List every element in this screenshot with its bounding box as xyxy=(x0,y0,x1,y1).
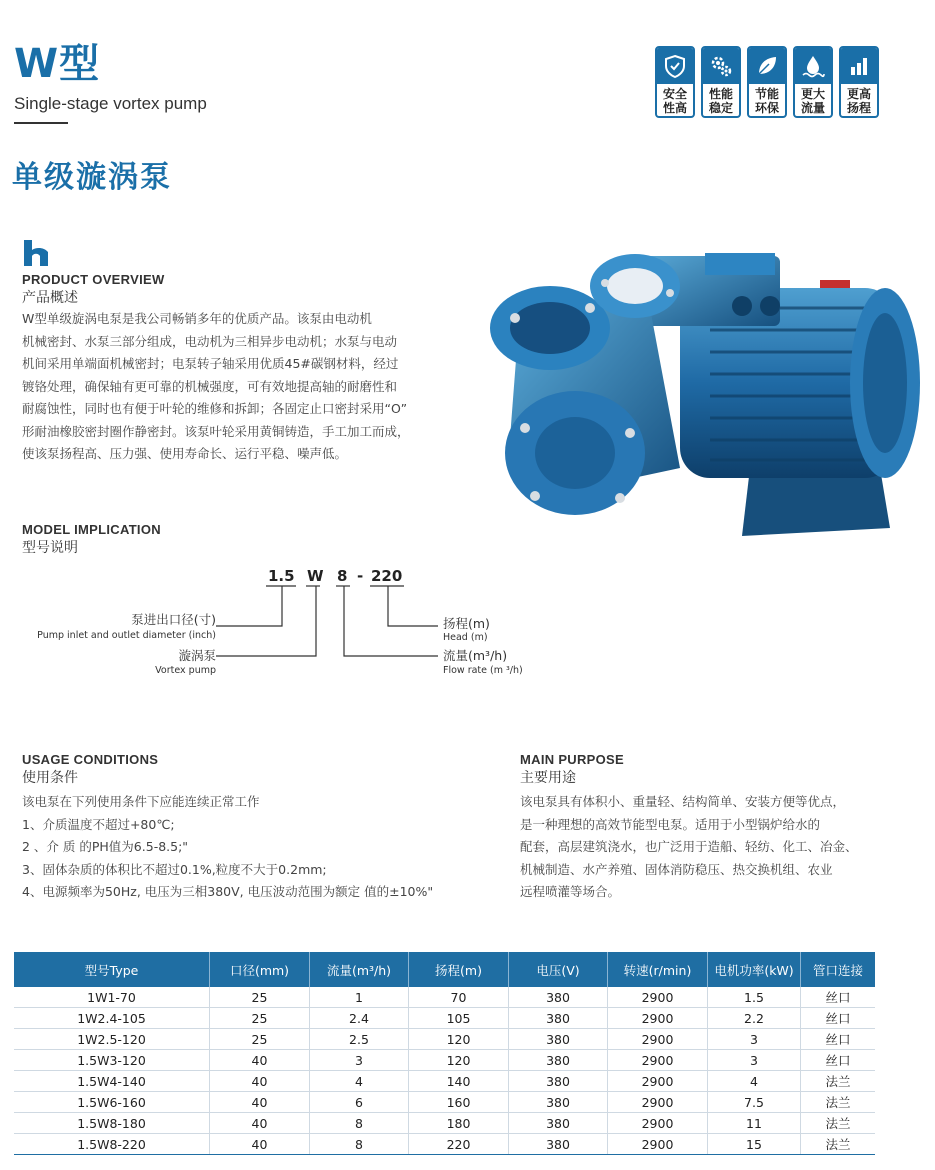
flow-label-en: Flow rate (m ³/h) xyxy=(443,665,523,676)
table-cell: 40 xyxy=(210,1071,310,1092)
overview-line: 形耐油橡胶密封圈作静密封。该泵叶轮采用黄铜铸造，手工加工而成， xyxy=(22,423,410,439)
table-row xyxy=(14,987,875,1008)
table-cell: 1 xyxy=(310,987,409,1008)
table-cell: 2900 xyxy=(608,1050,708,1071)
table-cell: 1.5W6-160 xyxy=(14,1092,210,1113)
code-part-head: 220 xyxy=(371,567,403,585)
table-cell: 120 xyxy=(409,1050,509,1071)
table-cell: 丝口 xyxy=(801,1029,876,1050)
table-cell: 7.5 xyxy=(708,1092,801,1113)
table-cell: 8 xyxy=(310,1134,409,1155)
shield-icon xyxy=(662,53,688,79)
model-title: W型 xyxy=(14,41,101,87)
table-cell: 160 xyxy=(409,1092,509,1113)
vortex-label-cn: 漩涡泵 xyxy=(178,648,216,663)
table-cell: 1.5W4-140 xyxy=(14,1071,210,1092)
table-header-row xyxy=(14,952,875,987)
table-cell: 11 xyxy=(708,1113,801,1134)
table-cell: 1.5W8-180 xyxy=(14,1113,210,1134)
table-row xyxy=(14,1092,875,1113)
column-header: 转速(r/min) xyxy=(608,952,708,987)
table-cell: 丝口 xyxy=(801,1008,876,1029)
water-drop-icon xyxy=(800,53,826,79)
table-cell: 380 xyxy=(509,1008,608,1029)
code-part-flow: 8 xyxy=(337,567,348,585)
column-header: 口径(mm) xyxy=(210,952,310,987)
table-cell: 1W1-70 xyxy=(14,987,210,1008)
table-cell: 4 xyxy=(310,1071,409,1092)
leaf-icon xyxy=(754,53,780,79)
usage-line: 2 、介 质 的PH值为6.5-8.5;" xyxy=(22,839,189,854)
table-cell: 4 xyxy=(708,1071,801,1092)
table-cell: 70 xyxy=(409,987,509,1008)
purpose-line: 机械制造、水产养殖、固体消防稳压、热交换机组、农业 xyxy=(520,861,833,877)
table-cell: 法兰 xyxy=(801,1092,876,1113)
usage-line: 该电泵在下列使用条件下应能连续正常工作 xyxy=(22,794,260,809)
purpose-heading-en: MAIN PURPOSE xyxy=(520,752,625,767)
table-cell: 1W2.4-105 xyxy=(14,1008,210,1029)
overview-line: 机械密封、水泵三部分组成，电动机为三相异步电动机；水泵与电动 xyxy=(22,333,398,349)
head-label-cn: 扬程(m) xyxy=(443,616,490,631)
table-cell: 40 xyxy=(210,1134,310,1155)
column-header: 流量(m³/h) xyxy=(310,952,409,987)
purpose-paragraph xyxy=(520,791,920,904)
badge-head xyxy=(839,46,879,118)
purpose-heading-cn: 主要用途 xyxy=(520,770,576,786)
table-cell: 2.4 xyxy=(310,1008,409,1029)
table-row xyxy=(14,1071,875,1092)
chinese-title: 单级漩涡泵 xyxy=(12,160,172,195)
inlet-label-en: Pump inlet and outlet diameter (inch) xyxy=(37,630,216,641)
badge-label: 性能稳定 xyxy=(708,87,733,115)
table-cell: 3 xyxy=(310,1050,409,1071)
title-underline xyxy=(14,122,68,124)
column-header: 型号Type xyxy=(14,952,210,987)
overview-line: 镀铬处理，确保轴有更可靠的机械强度，可有效地提高轴的耐磨性和 xyxy=(22,378,398,394)
table-cell: 25 xyxy=(210,987,310,1008)
table-cell: 2900 xyxy=(608,1029,708,1050)
badge-stable xyxy=(701,46,741,118)
overview-line: 机间采用单端面机械密封；电泵转子轴采用优质45#碳钢材料，经过 xyxy=(22,356,399,371)
overview-line: 耐腐蚀性，同时也有便于叶轮的维修和拆卸；各固定止口密封采用“O” xyxy=(22,401,408,416)
column-header: 电机功率(kW) xyxy=(708,952,801,987)
table-cell: 180 xyxy=(409,1113,509,1134)
table-cell: 220 xyxy=(409,1134,509,1155)
table-cell: 1.5W3-120 xyxy=(14,1050,210,1071)
overview-line: W型单级旋涡电泵是我公司畅销多年的优质产品。该泵由电动机 xyxy=(22,311,372,326)
inlet-label-cn: 泵进出口径(寸) xyxy=(131,612,216,627)
table-cell: 380 xyxy=(509,1029,608,1050)
table-cell: 380 xyxy=(509,1050,608,1071)
badge-eco xyxy=(747,46,787,118)
usage-heading-en: USAGE CONDITIONS xyxy=(22,752,159,767)
usage-line: 4、电源频率为50Hz, 电压为三相380V, 电压波动范围为额定 值的±10%" xyxy=(22,884,434,899)
table-cell: 380 xyxy=(509,987,608,1008)
purpose-line: 配套，高层建筑浇水，也广泛用于造船、轻纺、化工、冶金、 xyxy=(520,839,858,854)
usage-line: 3、固体杂质的体积比不超过0.1%,粒度不大于0.2mm; xyxy=(22,861,327,877)
table-row xyxy=(14,1008,875,1029)
table-cell: 2900 xyxy=(608,987,708,1008)
overview-heading-en: PRODUCT OVERVIEW xyxy=(22,272,165,287)
badge-label: 节能环保 xyxy=(754,87,779,115)
table-cell: 8 xyxy=(310,1113,409,1134)
table-row xyxy=(14,1050,875,1071)
column-header: 电压(V) xyxy=(509,952,608,987)
table-cell: 380 xyxy=(509,1092,608,1113)
table-cell: 105 xyxy=(409,1008,509,1029)
table-row xyxy=(14,1113,875,1134)
table-cell: 2.2 xyxy=(708,1008,801,1029)
table-cell: 丝口 xyxy=(801,1050,876,1071)
bar-chart-icon xyxy=(846,53,872,79)
badge-flow xyxy=(793,46,833,118)
head-label-en: Head (m) xyxy=(443,632,488,643)
brand-logo xyxy=(22,238,52,268)
table-cell: 1.5 xyxy=(708,987,801,1008)
table-cell: 2900 xyxy=(608,1134,708,1155)
usage-line: 1、介质温度不超过+80℃; xyxy=(22,816,175,832)
table-cell: 25 xyxy=(210,1008,310,1029)
badge-label: 安全性高 xyxy=(662,87,687,115)
table-cell: 3 xyxy=(708,1050,801,1071)
spec-table xyxy=(14,952,875,1155)
code-part-dash: - xyxy=(357,567,364,585)
table-cell: 380 xyxy=(509,1134,608,1155)
code-part-type: W xyxy=(307,567,324,585)
table-cell: 140 xyxy=(409,1071,509,1092)
badge-label: 更大流量 xyxy=(800,87,825,115)
overview-heading-cn: 产品概述 xyxy=(22,290,78,306)
table-cell: 120 xyxy=(409,1029,509,1050)
table-cell: 2900 xyxy=(608,1071,708,1092)
table-cell: 3 xyxy=(708,1029,801,1050)
table-cell: 1.5W8-220 xyxy=(14,1134,210,1155)
gears-icon xyxy=(708,53,734,79)
english-subtitle: Single-stage vortex pump xyxy=(14,94,207,113)
pump-product-image xyxy=(480,238,925,548)
code-part-size: 1.5 xyxy=(268,567,295,585)
table-cell: 380 xyxy=(509,1113,608,1134)
purpose-line: 是一种理想的高效节能型电泵。适用于小型锅炉给水的 xyxy=(520,816,821,832)
badge-label: 更高扬程 xyxy=(846,87,871,115)
model-code-diagram xyxy=(20,560,580,690)
table-cell: 40 xyxy=(210,1050,310,1071)
overview-line: 使该泵扬程高、压力强、使用寿命长、运行平稳、噪声低。 xyxy=(22,446,348,461)
column-header: 扬程(m) xyxy=(409,952,509,987)
table-cell: 40 xyxy=(210,1113,310,1134)
table-cell: 2.5 xyxy=(310,1029,409,1050)
badge-safety xyxy=(655,46,695,118)
table-cell: 15 xyxy=(708,1134,801,1155)
flow-label-cn: 流量(m³/h) xyxy=(443,648,508,663)
column-header: 管口连接 xyxy=(801,952,876,987)
table-cell: 2900 xyxy=(608,1092,708,1113)
table-cell: 法兰 xyxy=(801,1071,876,1092)
table-row xyxy=(14,1134,875,1155)
model-heading-cn: 型号说明 xyxy=(22,540,78,556)
table-cell: 40 xyxy=(210,1092,310,1113)
table-cell: 丝口 xyxy=(801,987,876,1008)
table-cell: 1W2.5-120 xyxy=(14,1029,210,1050)
overview-paragraph xyxy=(22,308,472,466)
model-heading-en: MODEL IMPLICATION xyxy=(22,522,161,537)
table-cell: 2900 xyxy=(608,1113,708,1134)
table-cell: 25 xyxy=(210,1029,310,1050)
table-row xyxy=(14,1029,875,1050)
table-cell: 法兰 xyxy=(801,1113,876,1134)
table-cell: 6 xyxy=(310,1092,409,1113)
usage-heading-cn: 使用条件 xyxy=(22,770,78,786)
purpose-line: 该电泵具有体积小、重量轻、结构简单、安装方便等优点， xyxy=(520,794,846,809)
usage-paragraph xyxy=(22,791,502,904)
vortex-label-en: Vortex pump xyxy=(155,665,216,676)
table-cell: 法兰 xyxy=(801,1134,876,1155)
table-cell: 380 xyxy=(509,1071,608,1092)
feature-badges xyxy=(655,46,879,118)
purpose-line: 远程喷灌等场合。 xyxy=(520,884,621,899)
table-cell: 2900 xyxy=(608,1008,708,1029)
